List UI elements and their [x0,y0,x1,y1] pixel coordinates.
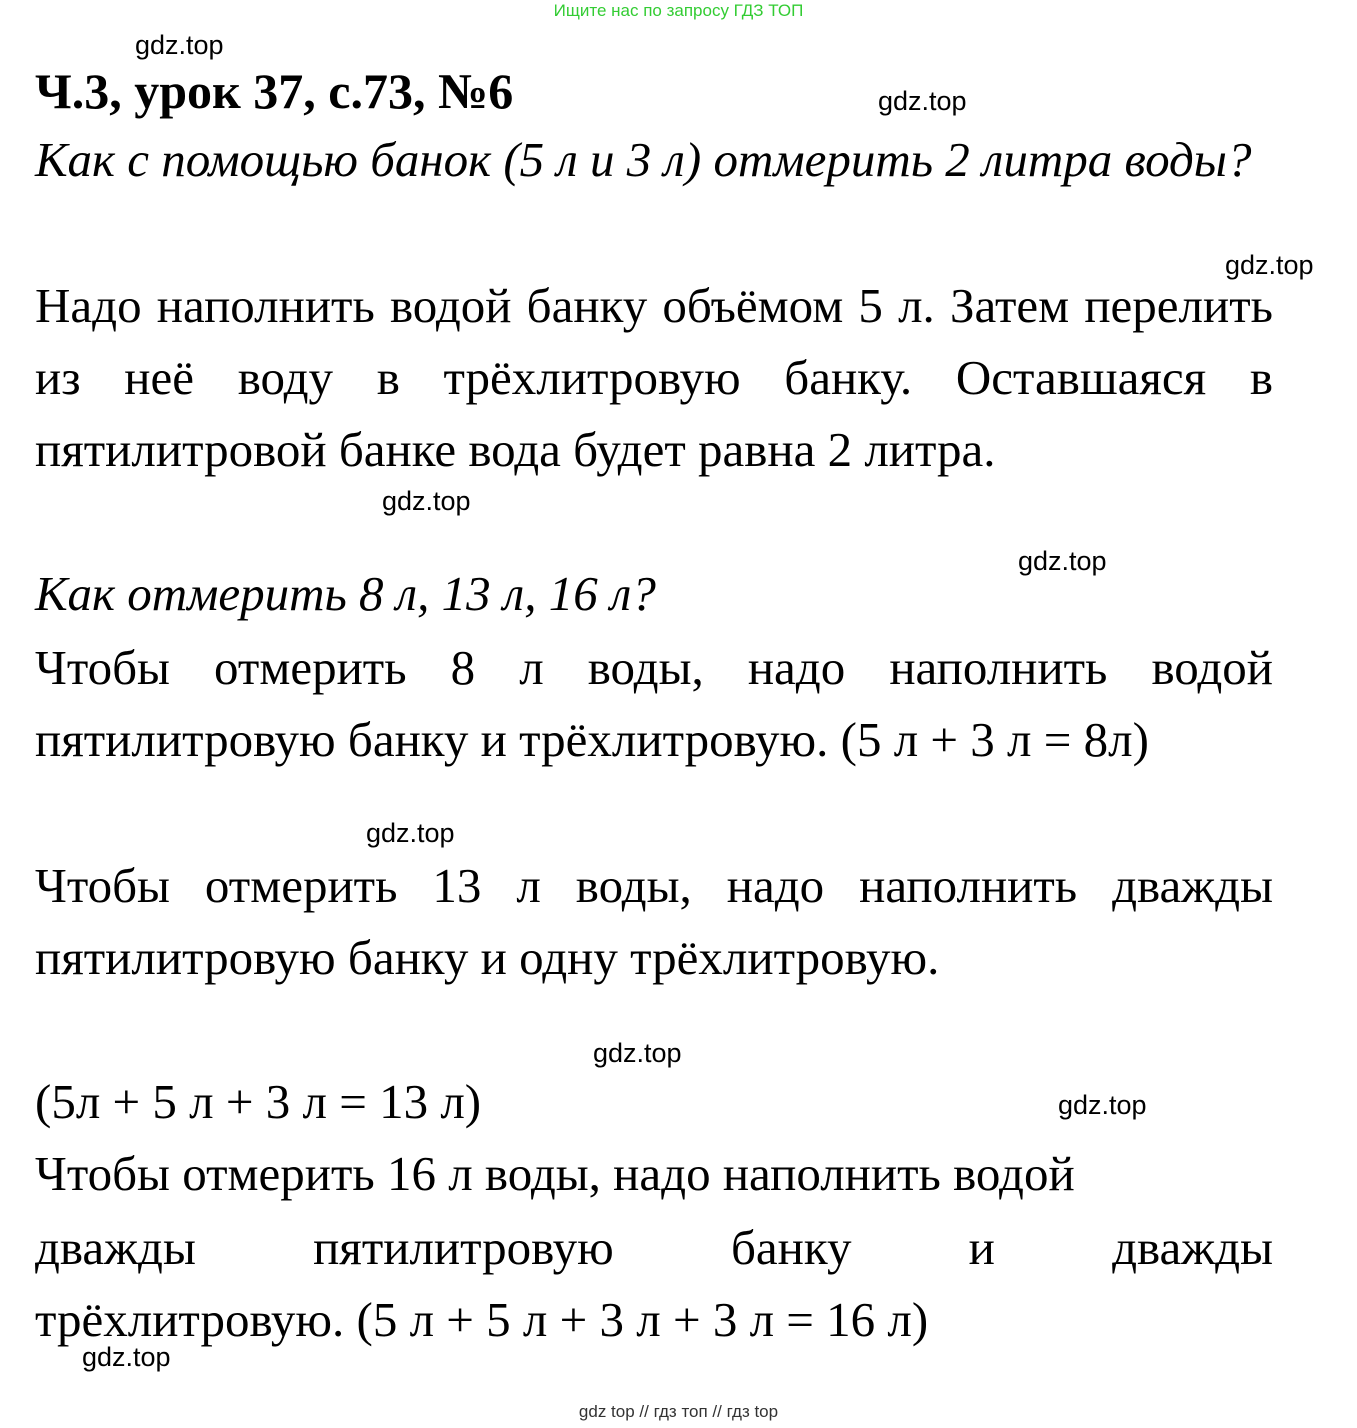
question-2: Как отмерить 8 л, 13 л, 16 л? [35,566,656,621]
watermark: gdz.top [593,1038,682,1068]
page-title: Ч.3, урок 37, с.73, №6 [35,63,514,119]
footer-links[interactable]: gdz top // гдз топ // гдз top [578,1402,779,1421]
watermark: gdz.top [878,86,967,116]
watermark: gdz.top [82,1342,171,1372]
answer-1: Надо наполнить водой банку объёмом 5 л. Затем перелить из неё воду в трёхлитровую банку. Оставшаяся в пятилитровой банке вода будет равна 2 литра. [35,278,1273,477]
watermark: gdz.top [366,818,455,848]
watermark: gdz.top [1225,250,1314,280]
search-banner[interactable]: Ищите нас по запросу ГДЗ ТОП [553,1,804,20]
answer-4-line-1: Чтобы отмерить 16 л воды, надо наполнить водой [35,1146,1075,1201]
answer-4-line-3: трёхлитровую. (5 л + 5 л + 3 л + 3 л = 16 л) [35,1292,929,1347]
answer-3-formula: (5л + 5 л + 3 л = 13 л) [35,1074,482,1129]
question-1: Как с помощью банок (5 л и 3 л) отмерить 2 литра воды? [35,132,1252,187]
watermark: gdz.top [1058,1090,1147,1120]
watermark: gdz.top [1018,546,1107,576]
answer-2: Чтобы отмерить 8 л воды, надо наполнить водой пятилитровую банку и трёхлитровую. (5 л + 3 л = 8л) [35,640,1273,767]
watermark: gdz.top [135,30,224,60]
answer-4-line-2: дважды пятилитровую банку и дважды [35,1220,1273,1275]
watermark: gdz.top [382,486,471,516]
answer-3: Чтобы отмерить 13 л воды, надо наполнить дважды пятилитровую банку и одну трёхлитровую. [35,858,1273,985]
